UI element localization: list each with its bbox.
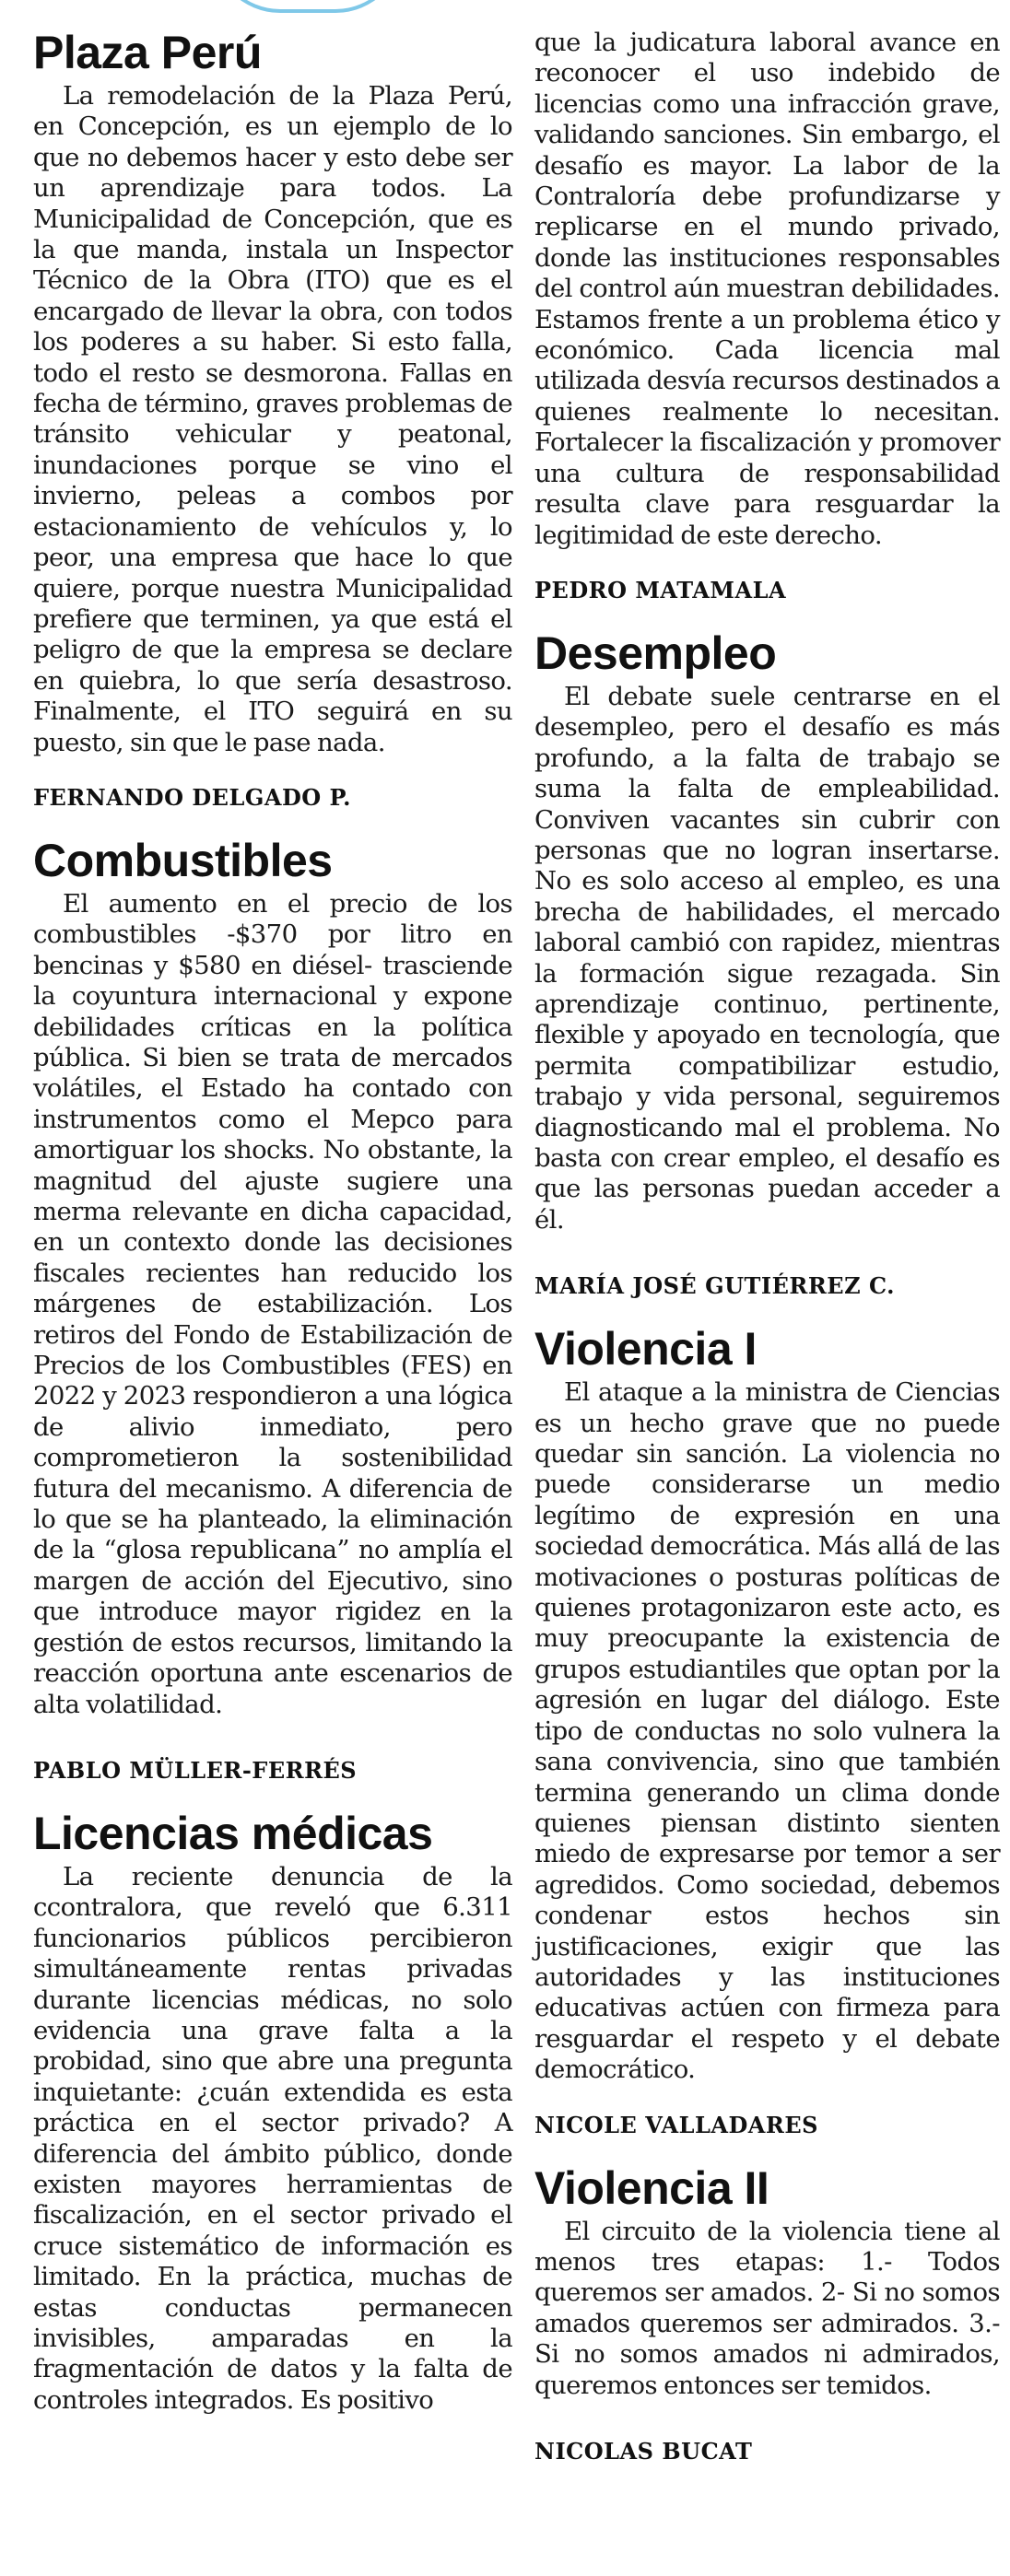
letter-licencias-medicas-continued bbox=[534, 28, 1000, 604]
letter-desempleo bbox=[534, 628, 1000, 1300]
letter-author: MARÍA JOSÉ GUTIÉRREZ C. bbox=[534, 1272, 895, 1300]
letter-author: PEDRO MATAMALA bbox=[534, 576, 787, 603]
decorative-arc bbox=[212, 0, 404, 13]
letter-violencia-2 bbox=[534, 2163, 1000, 2465]
letter-author: NICOLAS BUCAT bbox=[534, 2438, 753, 2465]
letter-title: Combustibles bbox=[33, 834, 333, 886]
letter-author: FERNANDO DELGADO P. bbox=[33, 783, 351, 811]
letter-plaza-peru bbox=[33, 28, 512, 812]
letter-body: El circuito de la violencia tiene al menos tres etapas: 1.- Todos queremos ser amados. 2- Si no somos amados queremos ser admirados. 3.- Si no somos amados ni admirados, queremos entonces ser temidos. bbox=[534, 2216, 1000, 2400]
letter-body: El ataque a la ministra de Ciencias es un hecho grave que no puede quedar sin sanción. La violencia no puede considerarse un medio legítimo de expresión en una sociedad democrática. Más allá de las motivaciones o posturas políticas de quienes protagonizaron este acto, es muy preocupante la existencia de grupos estudiantiles que optan por la agresión en lugar del diálogo. Este tipo de conductas no solo vulnera la sana convivencia, sino que también termina generando un clima donde quienes piensan distinto sienten miedo de expresarse por temor a ser agredidos. Como sociedad, debemos condenar estos hechos sin justificaciones, exigir que las autoridades y las instituciones educativas actúen con firmeza para resguardar el respeto y el debate democrático. bbox=[534, 1377, 1000, 2085]
letter-title: Plaza Perú bbox=[33, 27, 262, 78]
right-column bbox=[534, 28, 1000, 2489]
letter-title: Violencia I bbox=[534, 1323, 757, 1376]
letter-title: Licencias médicas bbox=[33, 1807, 433, 1859]
letter-author: NICOLE VALLADARES bbox=[534, 2111, 818, 2138]
left-column bbox=[33, 28, 512, 2416]
letter-violencia-1 bbox=[534, 1324, 1000, 2138]
letter-body: El debate suele centrarse en el desempleo, pero el desafío es más profundo, a la falta de trabajo se suma la falta de empleabilidad. Conviven vacantes sin cubrir con personas que no logran insertarse. No es solo acceso al empleo, es una brecha de habilidades, el mercado laboral cambió con rapidez, mientras la formación sigue rezagada. Sin aprendizaje continuo, pertinente, flexible y apoyado en tecnología, que permita compatibilizar estudio, trabajo y vida personal, seguiremos diagnosticando mal el problema. No basta con crear empleo, el desafío es que las personas puedan acceder a él. bbox=[534, 681, 1000, 1235]
letter-licencias-medicas bbox=[33, 1809, 512, 2416]
letter-title: Desempleo bbox=[534, 626, 777, 679]
letter-combustibles bbox=[33, 836, 512, 1785]
letter-body: El aumento en el precio de los combustibles -$370 por litro en bencinas y $580 en diésel- trasciende la coyuntura internacional y expone debilidades críticas en la política pública. Si bien se trata de mercados volátiles, el Estado ha contado con instrumentos como el Mepco para amortiguar los shocks. No obstante, la magnitud del ajuste sugiere una merma relevante en dicha capacidad, en un contexto donde las decisiones fiscales recientes han reducido los márgenes de estabilización. Los retiros del Fondo de Estabilización de Precios de los Combustibles (FES) en 2022 y 2023 respondieron a una lógica de alivio inmediato, pero comprometieron la sostenibilidad futura del mecanismo. A diferencia de lo que se ha planteado, la eliminación de la “glosa republicana” no amplía el margen de acción del Ejecutivo, sino que introduce mayor rigidez en la gestión de estos recursos, limitando la reacción oportuna ante escenarios de alta volatilidad. bbox=[33, 888, 512, 1719]
letter-author: PABLO MÜLLER-FERRÉS bbox=[33, 1756, 358, 1784]
letter-title: Violencia II bbox=[534, 2161, 769, 2214]
letter-body: La reciente denuncia de la ccontralora, que reveló que 6.311 funcionarios públicos percibieron simultáneamente rentas privadas durante licencias médicas, no solo evidencia una grave falta a la probidad, sino que abre una pregunta inquietante: ¿cuán extendida es esta práctica en el sector privado? A diferencia del ámbito público, donde existen mayores herramientas de fiscalización, en el sector privado el cruce sistemático de información es limitado. En la práctica, muchas de estas conductas permanecen invisibles, amparadas en la fragmentación de datos y la falta de controles integrados. Es positivo bbox=[33, 1861, 512, 2415]
letter-body: La remodelación de la Plaza Perú, en Concepción, es un ejemplo de lo que no debemos hacer y esto debe ser un aprendizaje para todos. La Municipalidad de Concepción, que es la que manda, instala un Inspector Técnico de la Obra (ITO) que es el encargado de llevar la obra, con todos los poderes a su haber. Si esto falla, todo el resto se desmorona. Fallas en fecha de término, graves problemas de tránsito vehicular y peatonal, inundaciones porque se vino el invierno, peleas a combos por estacionamiento de vehículos y, lo peor, una empresa que hace lo que quiere, porque nuestra Municipalidad prefiere que terminen, ya que está el peligro de que la empresa se declare en quiebra, lo que sería desastroso. Finalmente, el ITO seguirá en su puesto, sin que le pase nada. bbox=[33, 81, 512, 757]
letter-body-continuation: que la judicatura laboral avance en reconocer el uso indebido de licencias como una infracción grave, validando sanciones. Sin embargo, el desafío es mayor. La labor de la Contraloría debe profundizarse y replicarse en el mundo privado, donde las instituciones responsables del control aún muestran debilidades. Estamos frente a un problema ético y económico. Cada licencia mal utilizada desvía recursos destinados a quienes realmente lo necesitan. Fortalecer la fiscalización y promover una cultura de responsabilidad resulta clave para resguardar la legitimidad de este derecho. bbox=[534, 28, 1000, 550]
